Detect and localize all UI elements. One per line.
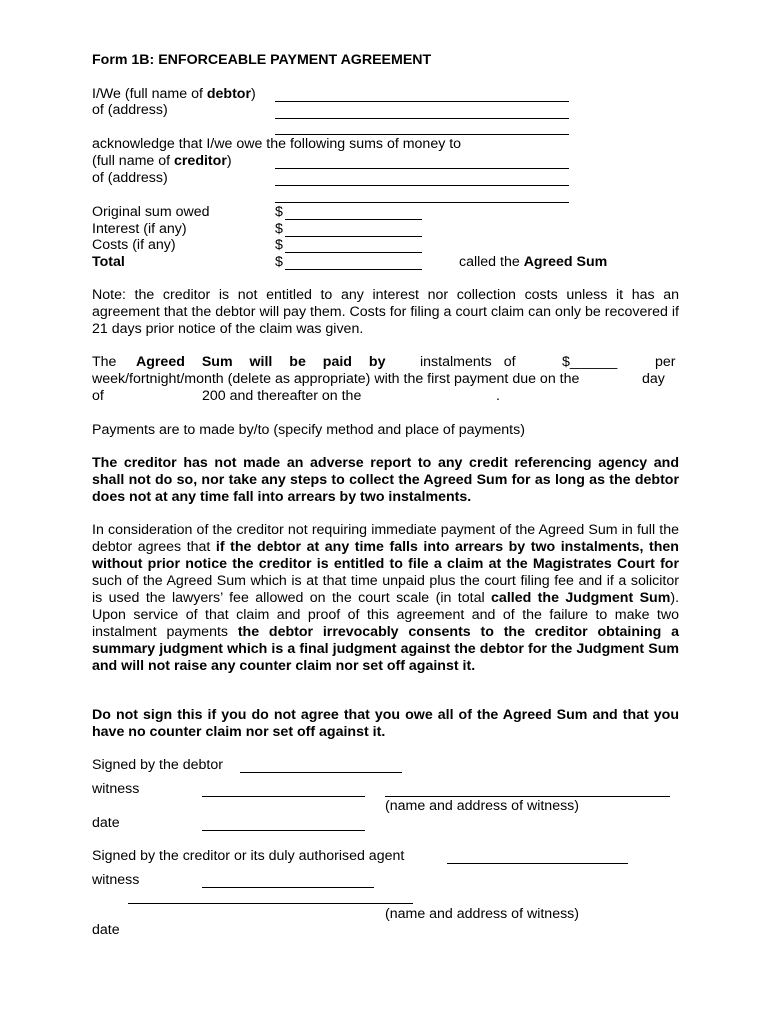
instalment-agreed-sum: Agreed Sum will be paid by bbox=[136, 354, 386, 370]
debtor-witness-caption: (name and address of witness) bbox=[385, 798, 579, 814]
creditor-address-label: of (address) bbox=[92, 170, 168, 186]
debtor-signature-field[interactable] bbox=[240, 772, 402, 773]
debtor-witness-label: witness bbox=[92, 781, 140, 797]
debtor-date-field[interactable] bbox=[202, 830, 365, 831]
signed-by-creditor-label: Signed by the creditor or its duly authorised agent bbox=[92, 848, 405, 864]
instalment-year-text: 200 and thereafter on the bbox=[202, 388, 362, 404]
original-sum-currency: $ bbox=[275, 204, 283, 220]
adverse-report-paragraph: The creditor has not made an adverse report to any credit referencing agency and shall not do so, nor take any steps to collect the Agreed Sum for as long as the debtor does not at any time fall into arrears by two instalments. bbox=[92, 455, 679, 505]
interest-field[interactable] bbox=[285, 236, 422, 237]
creditor-witness-label: witness bbox=[92, 872, 140, 888]
signed-by-debtor-label: Signed by the debtor bbox=[92, 757, 223, 773]
creditor-witness-caption: (name and address of witness) bbox=[385, 906, 579, 922]
instalment-per: per bbox=[655, 354, 676, 370]
creditor-signature-field[interactable] bbox=[447, 863, 628, 864]
total-label: Total bbox=[92, 254, 125, 270]
creditor-date-label: date bbox=[92, 922, 120, 938]
instalment-of: of bbox=[92, 388, 104, 404]
total-currency: $ bbox=[275, 254, 283, 270]
original-sum-field[interactable] bbox=[285, 219, 422, 220]
instalment-count-label: instalments of bbox=[420, 354, 516, 370]
instalment-the: The bbox=[92, 354, 117, 370]
total-field[interactable] bbox=[285, 269, 422, 270]
creditor-address-field-2[interactable] bbox=[275, 202, 569, 203]
consideration-paragraph: In consideration of the creditor not requiring immediate payment of the Agreed Sum in full the debtor agrees that if the debtor at any time falls into arrears by two instalments, then without prior notice the creditor is entitled to file a claim at the Magistrates Court for such of the Agreed Sum which is at that time unpaid plus the court filing fee and if a solicitor is used the lawyers’ fee allowed on the court scale (in total called the Judgment Sum). Upon service of that claim and proof of this agreement and of the failure to make two instalment payments the debtor irrevocably consents to the creditor obtaining a summary judgment which is a final judgment against the debtor for the Judgment Sum and will not raise any counter claim nor set off against it. bbox=[92, 522, 680, 674]
debtor-name-label: I/We (full name of debtor) bbox=[92, 86, 256, 102]
instalment-frequency-text: week/fortnight/month (delete as appropriate) with the first payment due on the bbox=[92, 371, 580, 387]
instalment-day: day bbox=[642, 371, 665, 387]
note-paragraph: Note: the creditor is not entitled to any interest nor collection costs unless it has an agreement that the debtor will pay them. Costs for filing a court claim can only be recovered if 21 days prior notice of the claim was given. bbox=[92, 287, 679, 337]
acknowledge-text: acknowledge that I/we owe the following sums of money to bbox=[92, 136, 462, 152]
debtor-witness-signature-field[interactable] bbox=[202, 796, 365, 797]
page-title: Form 1B: ENFORCEABLE PAYMENT AGREEMENT bbox=[92, 52, 432, 68]
interest-currency: $ bbox=[275, 221, 283, 237]
creditor-witness-signature-field[interactable] bbox=[202, 887, 374, 888]
debtor-address-label: of (address) bbox=[92, 102, 168, 118]
debtor-name-field[interactable] bbox=[275, 101, 569, 102]
debtor-address-field-2[interactable] bbox=[275, 134, 569, 135]
creditor-address-field-1[interactable] bbox=[275, 185, 569, 186]
debtor-address-field-1[interactable] bbox=[275, 118, 569, 119]
costs-field[interactable] bbox=[285, 252, 422, 253]
costs-label: Costs (if any) bbox=[92, 237, 176, 253]
costs-currency: $ bbox=[275, 237, 283, 253]
creditor-name-label: (full name of creditor) bbox=[92, 153, 232, 169]
creditor-name-field[interactable] bbox=[275, 168, 569, 169]
debtor-witness-details-field[interactable] bbox=[385, 796, 670, 797]
instalment-period: . bbox=[496, 388, 500, 404]
payments-method-text: Payments are to made by/to (specify method and place of payments) bbox=[92, 422, 525, 438]
creditor-witness-details-field[interactable] bbox=[128, 903, 413, 904]
agreed-sum-caption: called the Agreed Sum bbox=[459, 254, 608, 270]
instalment-amount-field[interactable]: $______ bbox=[562, 354, 618, 370]
debtor-date-label: date bbox=[92, 815, 120, 831]
original-sum-label: Original sum owed bbox=[92, 204, 210, 220]
interest-label: Interest (if any) bbox=[92, 221, 187, 237]
warning-paragraph: Do not sign this if you do not agree that you owe all of the Agreed Sum and that you have no counter claim nor set off against it. bbox=[92, 707, 679, 740]
